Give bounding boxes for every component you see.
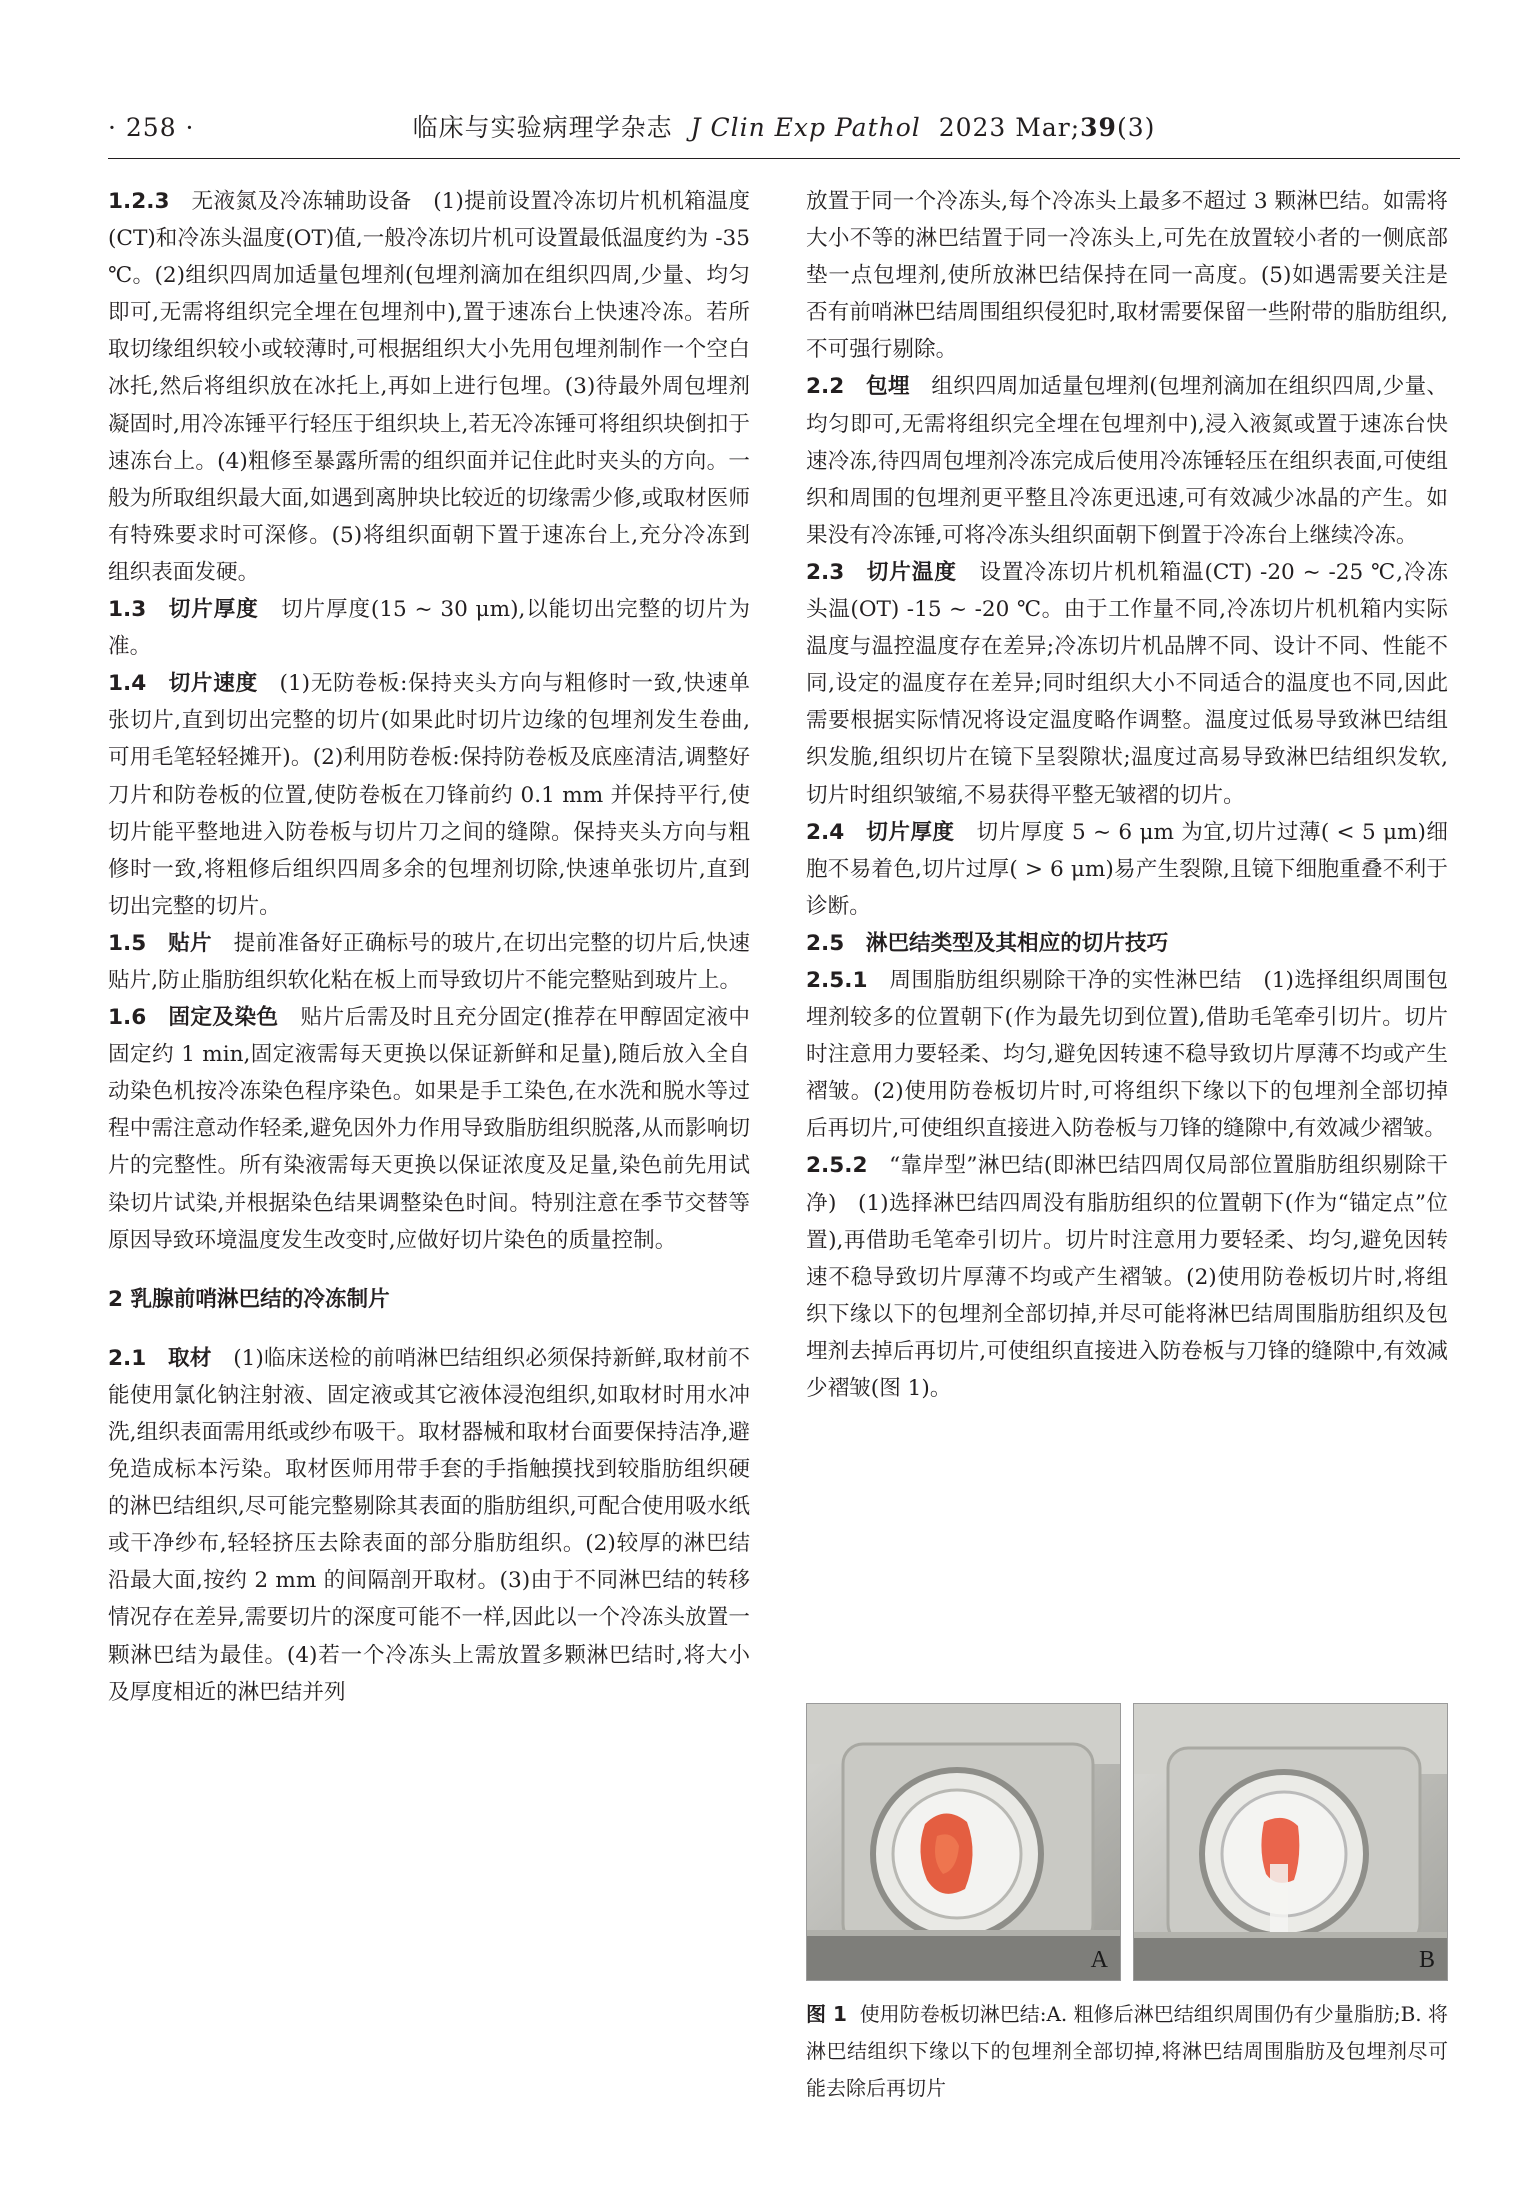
left-column	[108, 183, 750, 1711]
journal-title-cn: 临床与实验病理学杂志	[412, 113, 673, 142]
heading-number: 2.3	[806, 559, 845, 585]
body-text: 组织四周加适量包埋剂(包埋剂滴加在组织四周,少量、均匀即可,无需将组织完全埋在包埋剂中),浸入液氮或置于速冻台快速冷冻,待四周包埋剂冷冻完成后使用冷冻锤轻压在组织表面,可使组织和周围的包埋剂更平整且冷冻更迅速,可有效减少冰晶的产生。如果没有冷冻锤,可将冷冻头组织面朝下倒置于冷冻台上继续冷冻。	[806, 374, 1448, 548]
paragraph	[108, 665, 750, 925]
heading-number: 2.5.1	[806, 967, 868, 993]
heading-title: 切片速度	[167, 671, 258, 697]
paragraph	[108, 591, 750, 665]
heading-number: 1.3	[108, 597, 147, 623]
body-text: 设置冷冻切片机机箱温(CT) -20 ~ -25 ℃,冷冻头温(OT) -15 ~ -20 ℃。由于工作量不同,冷冻切片机机箱内实际温度与温控温度存在差异;冷冻切片机品牌不同、设计不同、性能不同,设定的温度存在差异;同时组织大小不同适合的温度也不同,因此需要根据实际情况将设定温度略作调整。温度过低易导致淋巴结组织发脆,组织切片在镜下呈裂隙状;温度过高易导致淋巴结组织发软,切片时组织皱缩,不易获得平整无皱褶的切片。	[806, 559, 1448, 808]
journal-title-en: J Clin Exp Pathol	[690, 113, 921, 142]
panel-label-a: A	[1090, 1947, 1108, 1973]
heading-number: 2.4	[806, 819, 845, 845]
header-rule	[108, 158, 1460, 159]
paragraph	[806, 554, 1448, 814]
paragraph	[108, 183, 750, 591]
running-header	[108, 100, 1460, 156]
heading-title: 淋巴结类型及其相应的切片技巧	[865, 930, 1169, 956]
body-text: 提前准备好正确标号的玻片,在切出完整的切片后,快速贴片,防止脂肪组织软化粘在板上而导致切片不能完整贴到玻片上。	[108, 930, 750, 993]
heading-title: 无液氮及冷冻辅助设备	[191, 189, 412, 214]
paragraph	[806, 368, 1448, 553]
heading-title: 切片温度	[865, 559, 957, 585]
body-text: 放置于同一个冷冻头,每个冷冻头上最多不超过 3 颗淋巴结。如需将大小不等的淋巴结置于同一冷冻头上,可先在放置较小者的一侧底部垫一点包埋剂,使所放淋巴结保持在同一高度。(5)如遇需要关注是否有前哨淋巴结周围组织侵犯时,取材需要保留一些附带的脂肪组织,不可强行剔除。	[806, 189, 1448, 363]
heading-title: “靠岸型”淋巴结(即淋巴结四周仅局部位置脂肪组织剔除干净)	[806, 1153, 1448, 1216]
heading-title: 取材	[167, 1345, 212, 1371]
paragraph	[108, 999, 750, 1259]
paragraph	[806, 1147, 1448, 1407]
issue-date: 2023 Mar;	[938, 113, 1081, 142]
heading-title: 包埋	[865, 374, 910, 400]
figure-caption	[806, 1996, 1448, 2107]
paragraph	[806, 814, 1448, 925]
paragraph	[806, 925, 1448, 962]
paragraph	[806, 183, 1448, 368]
right-column	[806, 183, 1448, 1407]
section-heading: 2 乳腺前哨淋巴结的冷冻制片	[108, 1286, 390, 1312]
figure-caption-text: 使用防卷板切淋巴结:A. 粗修后淋巴结组织周围仍有少量脂肪;B. 将淋巴结组织下缘以下的包埋剂全部切掉,将淋巴结周围脂肪及包埋剂尽可能去除后再切片	[806, 2002, 1449, 2100]
heading-number: 2.5	[806, 930, 845, 956]
figure-1	[806, 1703, 1448, 1981]
body-text: (1)选择组织周围包埋剂较多的位置朝下(作为最先切到位置),借助毛笔牵引切片。切片时注意用力要轻柔、均匀,避免因转速不稳导致切片厚薄不均或产生褶皱。(2)使用防卷板切片时,可将组织下缘以下的包埋剂全部切掉后再切片,可使组织直接进入防卷板与刀锋的缝隙中,有效减少褶皱。	[806, 967, 1448, 1142]
heading-number: 1.5	[108, 930, 147, 956]
journal-title	[108, 100, 1460, 156]
heading-number: 1.6	[108, 1005, 147, 1031]
paragraph	[108, 1340, 750, 1711]
body-text: 切片厚度 5 ~ 6 μm 为宜,切片过薄( < 5 μm)细胞不易着色,切片过厚( > 6 μm)易产生裂隙,且镜下细胞重叠不利于诊断。	[806, 819, 1448, 919]
heading-title: 固定及染色	[167, 1005, 279, 1031]
body-text: (1)选择淋巴结四周没有脂肪组织的位置朝下(作为“锚定点”位置),再借助毛笔牵引切片。切片时注意用力要轻柔、均匀,避免因转速不稳导致切片厚薄不均或产生褶皱。(2)使用防卷板切片时,将组织下缘以下的包埋剂全部切掉,并尽可能将淋巴结周围脂肪组织及包埋剂去掉后再切片,可使组织直接进入防卷板与刀锋的缝隙中,有效减少褶皱(图 1)。	[806, 1190, 1448, 1401]
body-text: (1)提前设置冷冻切片机机箱温度(CT)和冷冻头温度(OT)值,一般冷冻切片机可设置最低温度约为 -35 ℃。(2)组织四周加适量包埋剂(包埋剂滴加在组织四周,少量、均匀即可,无需将组织完全埋在包埋剂中),置于速冻台上快速冷冻。若所取切缘组织较小或较薄时,可根据组织大小先用包埋剂制作一个空白冰托,然后将组织放在冰托上,再如上进行包埋。(3)待最外周包埋剂凝固时,用冷冻锤平行轻压于组织块上,若无冷冻锤可将组织块倒扣于速冻台上。(4)粗修至暴露所需的组织面并记住此时夹头的方向。一般为所取组织最大面,如遇到离肿块比较近的切缘需少修,或取材医师有特殊要求时可深修。(5)将组织面朝下置于速冻台上,充分冷冻到组织表面发硬。	[108, 189, 750, 585]
heading-title: 贴片	[167, 930, 212, 956]
issue-number: (3)	[1116, 113, 1156, 142]
heading-number: 2.1	[108, 1345, 147, 1371]
page-number: · 258 ·	[108, 113, 195, 142]
body-text: (1)无防卷板:保持夹头方向与粗修时一致,快速单张切片,直到切出完整的切片(如果此时切片边缘的包埋剂发生卷曲,可用毛笔轻轻摊开)。(2)利用防卷板:保持防卷板及底座清洁,调整好刀片和防卷板的位置,使防卷板在刀锋前约 0.1 mm 并保持平行,使切片能平整地进入防卷板与切片刀之间的缝隙。保持夹头方向与粗修时一致,将粗修后组织四周多余的包埋剂切除,快速单张切片,直到切出完整的切片。	[108, 671, 750, 919]
heading-title: 切片厚度	[865, 819, 955, 845]
paragraph	[806, 962, 1448, 1147]
body-text: 切片厚度(15 ~ 30 μm),以能切出完整的切片为准。	[108, 597, 750, 660]
specimen-photo-a	[807, 1704, 1121, 1981]
heading-title: 切片厚度	[167, 597, 259, 623]
figure-caption-label: 图 1	[806, 2002, 847, 2026]
heading-number: 2.2	[806, 374, 845, 400]
body-text: (1)临床送检的前哨淋巴结组织必须保持新鲜,取材前不能使用氯化钠注射液、固定液或其它液体浸泡组织,如取材时用水冲洗,组织表面需用纸或纱布吸干。取材器械和取材台面要保持洁净,避免造成标本污染。取材医师用带手套的手指触摸找到较脂肪组织硬的淋巴结组织,尽可能完整剔除其表面的脂肪组织,可配合使用吸水纸或干净纱布,轻轻挤压去除表面的部分脂肪组织。(2)较厚的淋巴结沿最大面,按约 2 mm 的间隔剖开取材。(3)由于不同淋巴结的转移情况存在差异,需要切片的深度可能不一样,因此以一个冷冻头放置一颗淋巴结为最佳。(4)若一个冷冻头上需放置多颗淋巴结时,将大小及厚度相近的淋巴结并列	[108, 1345, 750, 1705]
panel-label-b: B	[1418, 1947, 1435, 1973]
figure-panel-b	[1133, 1703, 1448, 1981]
heading-title: 周围脂肪组织剔除干净的实性淋巴结	[889, 967, 1242, 993]
paragraph	[108, 925, 750, 999]
figure-panel-a	[806, 1703, 1121, 1981]
heading-number: 1.2.3	[108, 189, 170, 214]
specimen-photo-b	[1134, 1704, 1448, 1981]
heading-number: 2.5.2	[806, 1153, 868, 1179]
heading-number: 1.4	[108, 671, 147, 697]
volume: 39	[1080, 113, 1117, 142]
body-text: 贴片后需及时且充分固定(推荐在甲醇固定液中固定约 1 min,固定液需每天更换以保证新鲜和足量),随后放入全自动染色机按冷冻染色程序染色。如果是手工染色,在水洗和脱水等过程中需注意动作轻柔,避免因外力作用导致脂肪组织脱落,从而影响切片的完整性。所有染液需每天更换以保证浓度及足量,染色前先用试染切片试染,并根据染色结果调整染色时间。特别注意在季节交替等原因导致环境温度发生改变时,应做好切片染色的质量控制。	[108, 1005, 750, 1253]
